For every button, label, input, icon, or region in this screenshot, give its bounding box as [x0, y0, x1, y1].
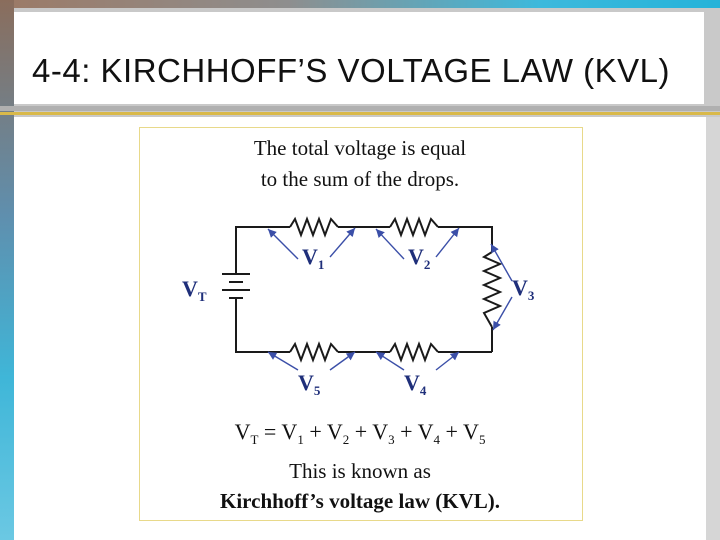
label-vt: $V_T$ [182, 276, 207, 304]
wire-top-left [236, 227, 290, 274]
v1-arrow-left [268, 229, 298, 259]
resistor-r4 [390, 344, 438, 360]
v4-arrow-right [436, 352, 459, 370]
v5-arrow-right [330, 352, 355, 370]
resistor-r5 [290, 344, 338, 360]
label-v2: $V_2$ [408, 244, 431, 272]
figure-footer-line2: Kirchhoff’s voltage law (KVL). [220, 489, 500, 513]
slide-title: 4-4: KIRCHHOFF’S VOLTAGE LAW (KVL) [32, 52, 670, 89]
resistor-r3 [484, 252, 500, 327]
label-v1: $V_1$ [302, 244, 325, 272]
wire-top-right [438, 227, 492, 252]
v1-arrow-right [330, 228, 355, 257]
v2-arrow-right [436, 228, 459, 257]
battery-symbol [222, 274, 250, 304]
figure-heading-line2: to the sum of the drops. [260, 167, 460, 191]
circuit-wires [236, 227, 492, 352]
wire-bottom-left [236, 304, 290, 352]
figure-heading-line1: The total voltage is equal [253, 136, 467, 160]
v3-arrow-bottom [493, 297, 512, 330]
v5-arrow-left [268, 352, 298, 370]
kvl-equation: $V_T = V_1 + V_2 + V_3 + V_4 + V_5$ [234, 419, 486, 447]
label-v3: $V_3$ [512, 275, 535, 303]
label-v5: $V_5$ [298, 370, 321, 398]
label-v4: $V_4$ [404, 370, 427, 398]
resistor-r2 [390, 219, 438, 235]
figure-footer-line1: This is known as [289, 459, 431, 483]
resistor-r1 [290, 219, 338, 235]
